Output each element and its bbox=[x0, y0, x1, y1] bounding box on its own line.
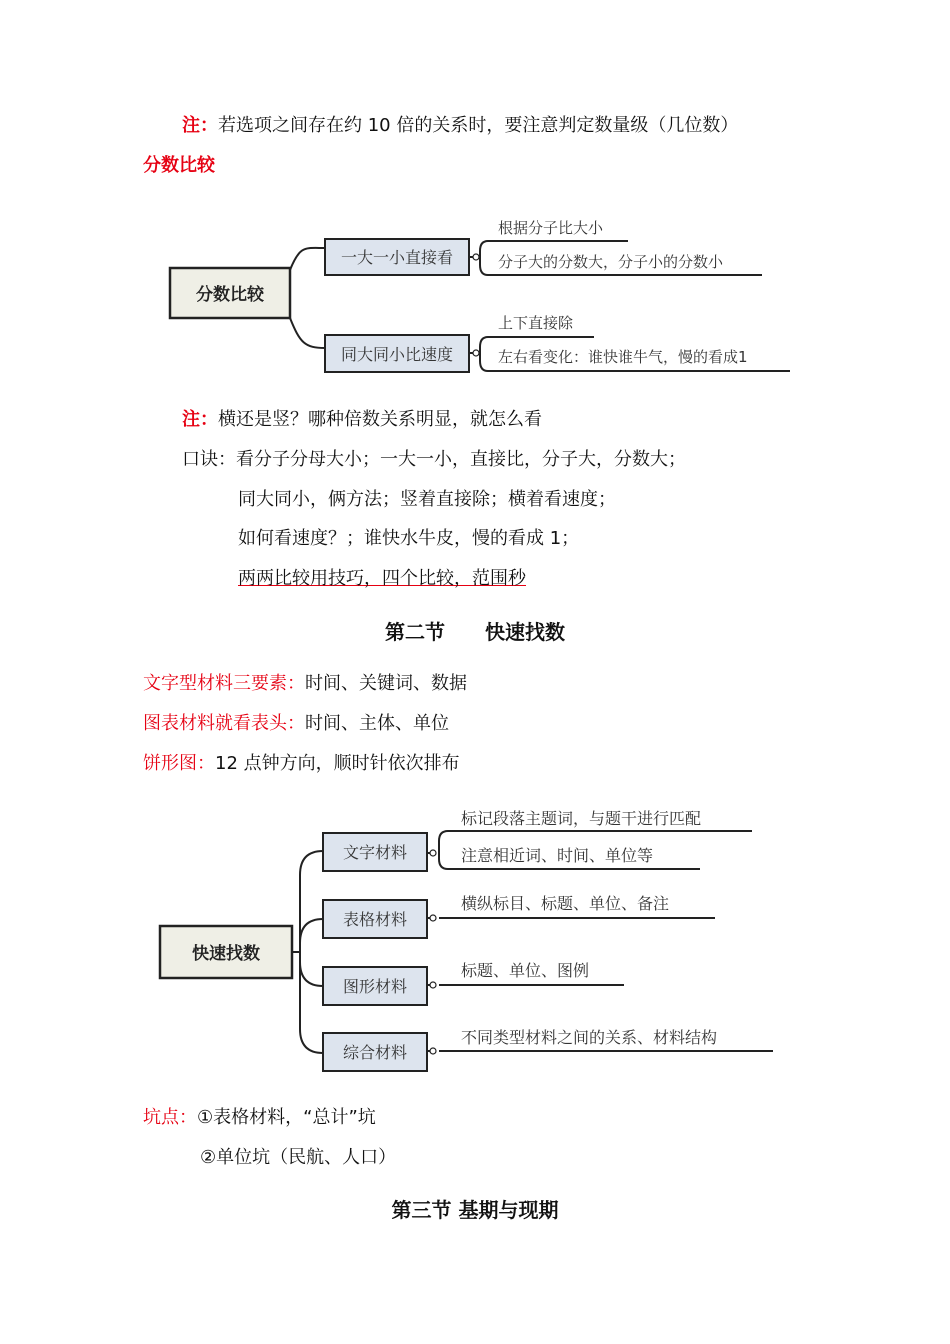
mindmap2-branch-label: 综合材料 bbox=[342, 1043, 408, 1062]
mindmap2-leaf: 标题、单位、图例 bbox=[461, 961, 590, 980]
text-material-rule bbox=[143, 672, 467, 696]
mindmap2-leaf: 标记段落主题词，与题干进行匹配 bbox=[461, 809, 702, 828]
mnemonic-line-3: 如何看速度？；谁快水牛皮，慢的看成 1； bbox=[238, 528, 580, 549]
mindmap2-root: 快速找数 bbox=[192, 944, 260, 964]
mindmap1-branch-label: 同大同小比速度 bbox=[340, 345, 454, 364]
rule-label: 图表材料就看表头： bbox=[143, 713, 305, 734]
table-material-rule bbox=[143, 712, 449, 736]
mindmap-fraction-compare bbox=[0, 205, 950, 380]
note-2 bbox=[182, 408, 542, 432]
mnemonic-text: 看分子分母大小；一大一小，直接比，分子大，分数大； bbox=[236, 449, 686, 470]
rule-label: 文字型材料三要素： bbox=[143, 673, 305, 694]
mindmap2-branch-label: 文字材料 bbox=[342, 843, 408, 862]
section-2-heading: 第二节 快速找数 bbox=[385, 620, 565, 644]
mnemonic-line-4: 两两比较用技巧，四个比较，范围秒 bbox=[238, 568, 526, 589]
mindmap1-leaf: 分子大的分数大，分子小的分数小 bbox=[498, 253, 724, 271]
note-text: 横还是竖？哪种倍数关系明显，就怎么看 bbox=[218, 409, 542, 430]
mindmap2-branch-label: 表格材料 bbox=[342, 910, 408, 929]
section-3-heading: 第三节 基期与现期 bbox=[391, 1198, 559, 1222]
rule-text: 时间、主体、单位 bbox=[305, 713, 449, 734]
note-label: 注： bbox=[182, 409, 218, 430]
mindmap2-branch-label: 图形材料 bbox=[342, 977, 408, 996]
pitfalls-line-2: ②单位坑（民航、人口） bbox=[200, 1147, 397, 1168]
pie-chart-rule bbox=[143, 752, 460, 776]
mindmap1-root: 分数比较 bbox=[196, 285, 264, 305]
pitfalls-line-1 bbox=[143, 1106, 376, 1130]
mindmap-quick-find bbox=[0, 795, 950, 1085]
pitfalls-label: 坑点： bbox=[143, 1107, 197, 1128]
mindmap1-leaf: 左右看变化：谁快谁牛气，慢的看成1 bbox=[498, 348, 748, 366]
note-text: 若选项之间存在约 10 倍的关系时，要注意判定数量级（几位数） bbox=[218, 115, 739, 136]
mindmap1-branch-label: 一大一小直接看 bbox=[340, 248, 454, 267]
mindmap1-leaf: 根据分子比大小 bbox=[498, 219, 604, 237]
pitfalls-item: ①表格材料，“总计”坑 bbox=[197, 1107, 376, 1128]
mnemonic-line-1 bbox=[182, 448, 686, 472]
rule-text: 时间、关键词、数据 bbox=[305, 673, 467, 694]
rule-text: 12 点钟方向，顺时针依次排布 bbox=[215, 753, 460, 774]
mnemonic-line-2: 同大同小，俩方法；竖着直接除；横着看速度； bbox=[238, 489, 616, 510]
note-1 bbox=[182, 114, 738, 138]
rule-label: 饼形图： bbox=[143, 753, 215, 774]
mnemonic-label: 口诀： bbox=[182, 449, 236, 470]
mindmap2-leaf: 横纵标目、标题、单位、备注 bbox=[461, 894, 670, 913]
section-title-fraction-compare: 分数比较 bbox=[143, 155, 215, 176]
note-label: 注： bbox=[182, 115, 218, 136]
mindmap2-leaf: 注意相近词、时间、单位等 bbox=[461, 846, 654, 865]
mindmap2-leaf: 不同类型材料之间的关系、材料结构 bbox=[461, 1028, 718, 1047]
mindmap1-leaf: 上下直接除 bbox=[498, 314, 574, 332]
